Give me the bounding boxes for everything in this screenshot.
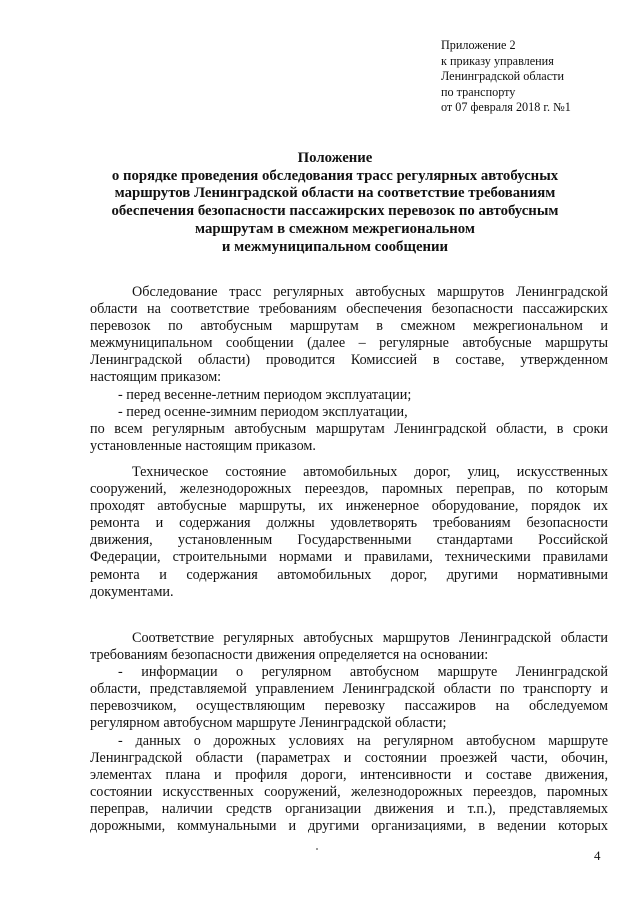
- list-item: - данных о дорожных условиях на регулярном автобусном маршруте: [118, 732, 608, 749]
- appendix-reference: [441, 38, 631, 116]
- paragraph-compliance: [90, 630, 608, 835]
- paragraph-line: межмуниципальном сообщении (далее – регулярные автобусные маршруты: [90, 335, 608, 352]
- paragraph-line: Ленинградской области) проводится Комиссией в составе, утвержденном: [90, 352, 608, 369]
- list-item: - перед весенне-летним периодом эксплуатации;: [118, 386, 412, 403]
- paragraph-line: переправ, наличии средств организации движения и т.п.), представляемых: [90, 800, 608, 817]
- paragraph-line: области на соответствие требованиям обеспечения безопасности пассажирских: [90, 301, 608, 318]
- paragraph-line: движения, установленным Государственными стандартами Российской: [90, 532, 608, 549]
- paragraph-inspection: [90, 284, 608, 455]
- paragraph-line: ремонта и содержания должны удовлетворять требованиям безопасности: [90, 515, 608, 532]
- paragraph-line: установленные настоящим приказом.: [90, 437, 316, 454]
- paragraph-line: Техническое состояние автомобильных дорог, улиц, искусственных: [132, 464, 608, 480]
- paragraph-line: по всем регулярным автобусным маршрутам Ленинградской области, в сроки: [90, 420, 608, 437]
- page-number: 4: [594, 848, 601, 863]
- paragraph-line: Федерации, строительными нормами и правилами, техническими правилами: [90, 549, 608, 566]
- appendix-line: к приказу управления: [441, 53, 554, 68]
- paragraph-line: требованиям безопасности движения определяется на основании:: [90, 647, 489, 664]
- scan-dot: [316, 848, 318, 850]
- paragraph-road-condition: [90, 464, 608, 601]
- paragraph-line: элементах плана и профиля дороги, интенсивности и составе движения,: [90, 766, 608, 783]
- list-item: - перед осенне-зимним периодом эксплуатации,: [118, 403, 408, 420]
- paragraph-line: перевозчиком, осуществляющим перевозку пассажиров на обследуемом: [90, 698, 608, 715]
- paragraph-line: состоянии искусственных сооружений, железнодорожных переездов, паромных: [90, 783, 608, 800]
- paragraph-line: Ленинградской области (параметрах и состоянии проезжей части, обочин,: [90, 749, 608, 766]
- paragraph-line: перевозок по автобусным маршрутам в смежном межрегиональном и: [90, 318, 608, 335]
- title-line: маршрутам в смежном межрегиональном: [195, 220, 475, 237]
- appendix-line: по транспорту: [441, 84, 516, 99]
- paragraph-line: настоящим приказом:: [90, 369, 222, 386]
- paragraph-line: сооружений, железнодорожных переездов, паромных переправ, по которым: [90, 481, 608, 498]
- paragraph-line: дорожными, коммунальными и другими организациями, в ведении которых: [90, 818, 608, 835]
- appendix-line: Приложение 2: [441, 38, 516, 52]
- title-line: Положение: [297, 150, 373, 166]
- paragraph-line: Обследование трасс регулярных автобусных маршрутов Ленинградской: [132, 284, 608, 300]
- paragraph-line: регулярном автобусном маршруте Ленинградской области;: [90, 715, 447, 732]
- paragraph-line: документами.: [90, 583, 174, 600]
- title-line: и межмуниципальном сообщении: [221, 238, 449, 255]
- document-title: [60, 150, 610, 256]
- appendix-line: Ленинградской области: [441, 69, 564, 84]
- paragraph-line: Соответствие регулярных автобусных маршрутов Ленинградской области: [132, 630, 608, 646]
- paragraph-line: проходят автобусные маршруты, их инженерное оборудование, порядок их: [90, 498, 608, 515]
- title-line: о порядке проведения обследования трасс регулярных автобусных: [111, 167, 559, 184]
- paragraph-line: области, представляемой управлением Ленинградской области по транспорту и: [90, 681, 608, 698]
- paragraph-line: ремонта и содержания автомобильных дорог, другими нормативными: [90, 566, 608, 583]
- list-item: - информации о регулярном автобусном маршруте Ленинградской: [118, 664, 608, 681]
- appendix-line: от 07 февраля 2018 г. №1: [441, 100, 571, 115]
- title-line: маршрутов Ленинградской области на соответствие требованиям: [114, 185, 556, 202]
- title-line: обеспечения безопасности пассажирских перевозок по автобусным: [111, 203, 559, 220]
